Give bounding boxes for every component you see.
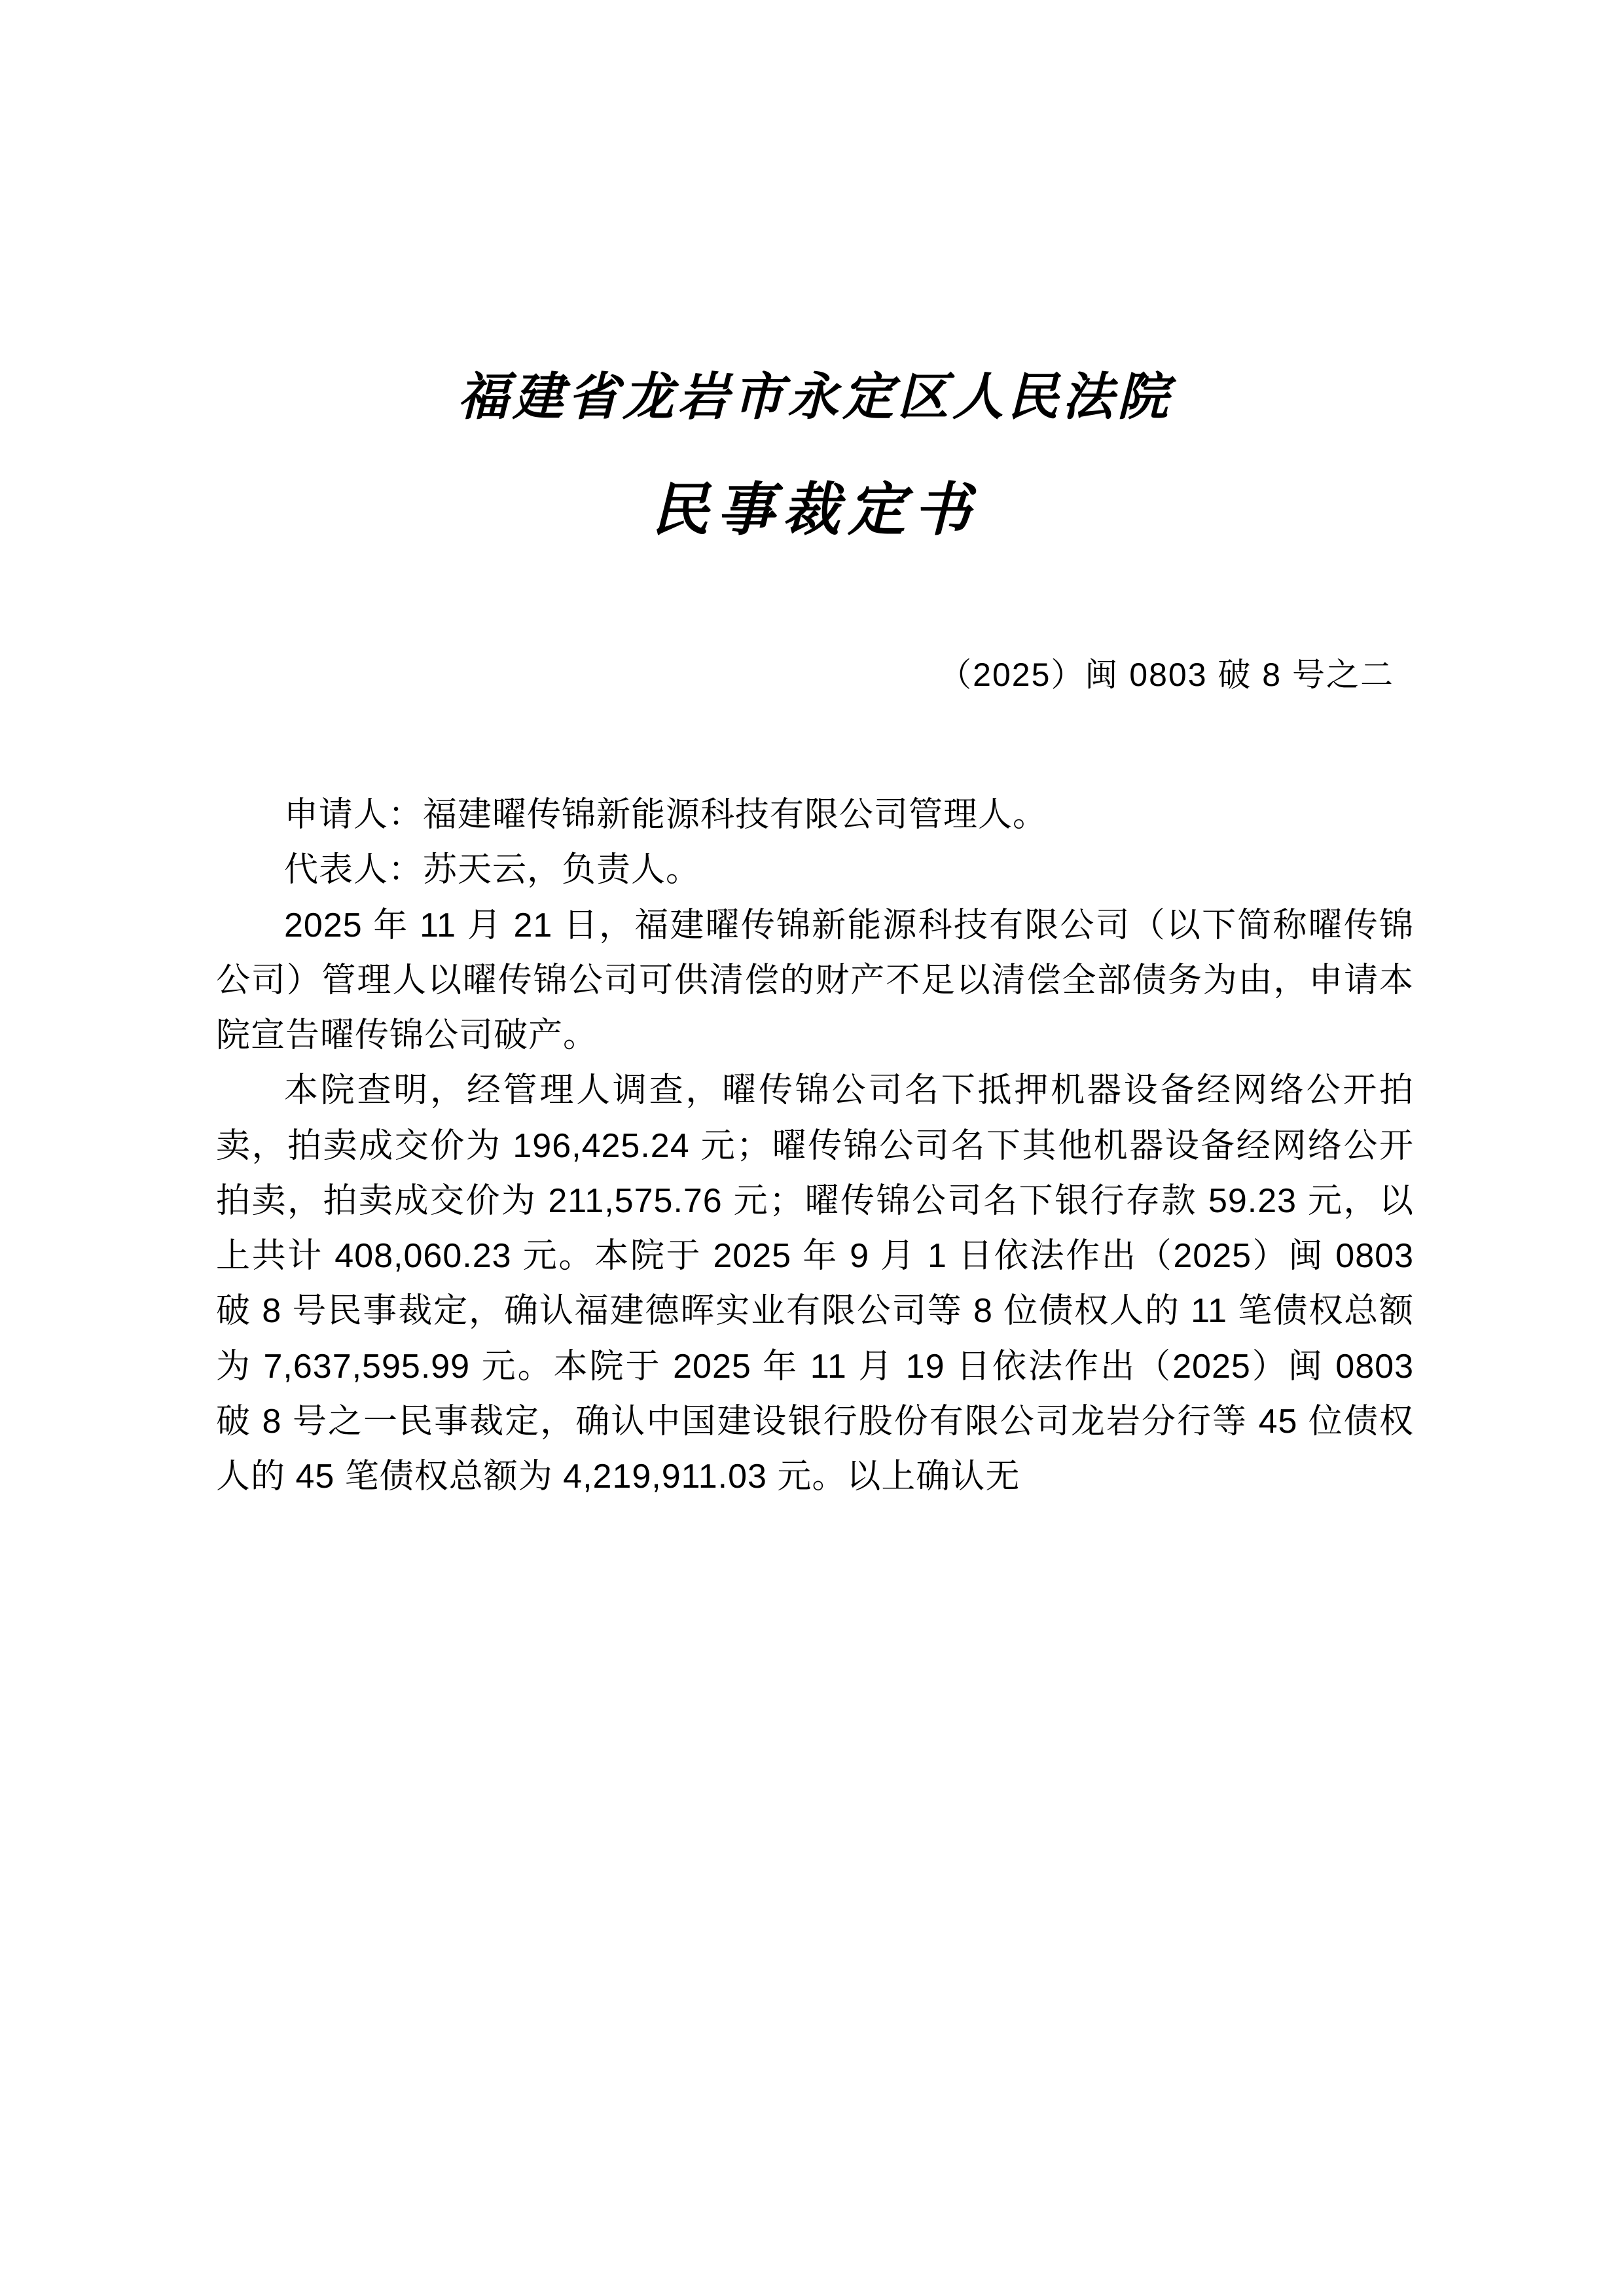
- paragraph-applicant: 申请人：福建曜传锦新能源科技有限公司管理人。: [284, 796, 1048, 834]
- court-title: 福建省龙岩市永定区人民法院: [457, 367, 1172, 427]
- paragraph-court-findings: 本院查明，经管理人调查，曜传锦公司名下抵押机器设备经网络公开拍卖，拍卖成交价为 196,425.24 元；曜传锦公司名下其他机器设备经网络公开拍卖，拍卖成交价为 211,575.76 元；曜传锦公司名下银行存款 59.23 元，以上共计 408,060.23 元。本院于 2025 年 9 月 1 日依法作出（2025）闽 0803 破 8 号民事裁定，确认福建德晖实业有限公司等 8 位债权人的 11 笔债权总额为 7,637,595.99 元。本院于 2025 年 11 月 19 日依法作出（2025）闽 0803 破 8 号之一民事裁定，确认中国建设银行股份有限公司龙岩分行等 45 位债权人的 45 笔债权总额为 4,219,911.03 元。以上确认无: [216, 1071, 1414, 1496]
- document-content: [216, 367, 1414, 1504]
- case-number: （2025）闽 0803 破 8 号之二: [939, 656, 1394, 694]
- paragraph-application-body: 2025 年 11 月 21 日，福建曜传锦新能源科技有限公司（以下简称曜传锦公司）管理人以曜传锦公司可供清偿的财产不足以清偿全部债务为由，申请本院宣告曜传锦公司破产。: [216, 906, 1414, 1055]
- paragraph-representative: 代表人：苏天云，负责人。: [284, 851, 701, 889]
- document-type-title: 民事裁定书: [651, 475, 979, 543]
